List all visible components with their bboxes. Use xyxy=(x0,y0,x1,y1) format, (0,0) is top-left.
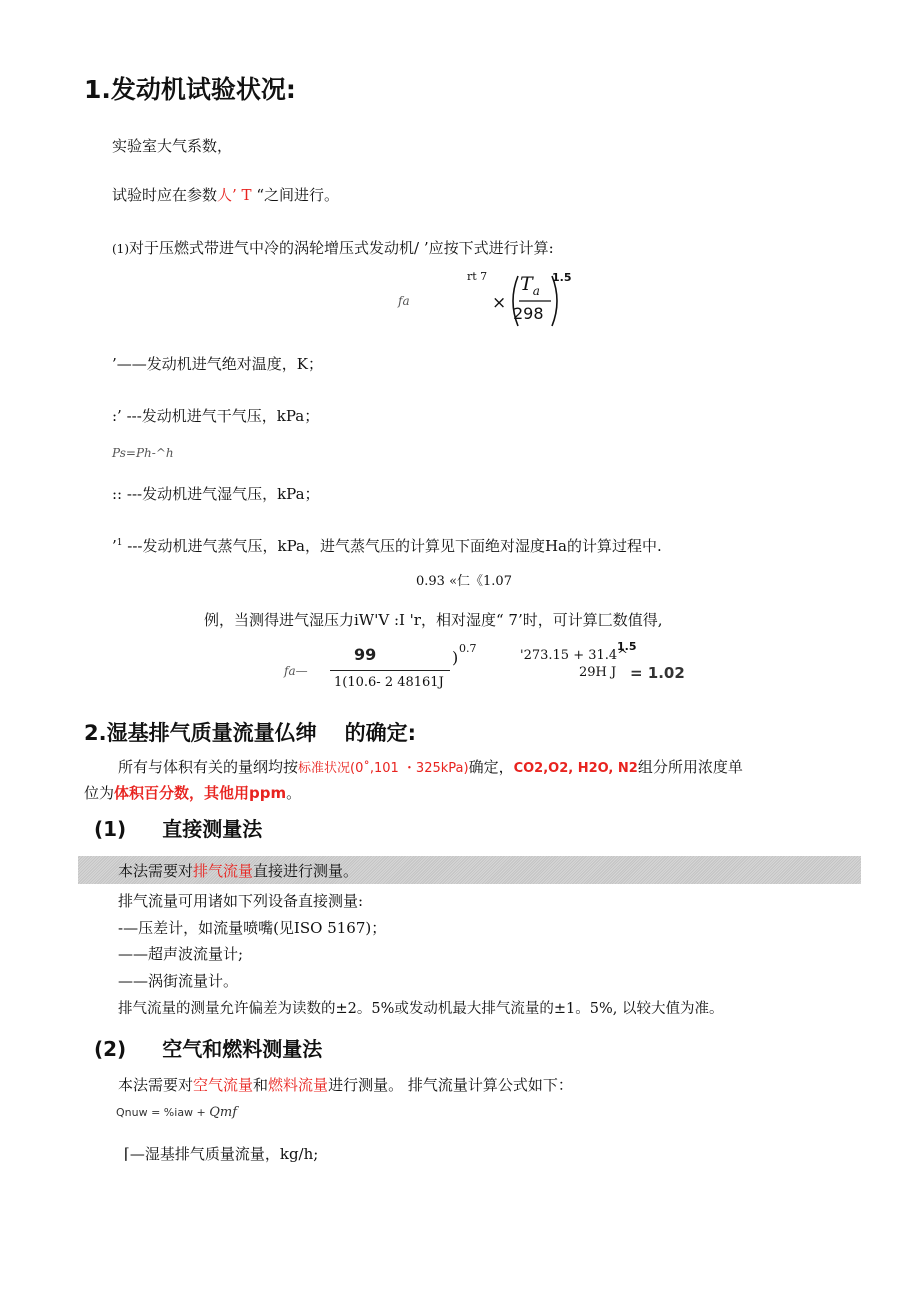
formula2-numerator: 99 xyxy=(354,645,377,664)
lab-atmosphere-line: 实验室大气系数， xyxy=(112,137,233,155)
formula1-numerator: $T_a$ xyxy=(520,273,540,298)
volume-percent-highlight: 体积百分数 xyxy=(114,784,190,802)
ppm-highlight: 其他用ppm xyxy=(204,784,287,802)
compression-ignition-line: (1)对于压燃式带进气中冷的涡轮增压式发动机/ ’应按下式进行计算: xyxy=(112,239,554,257)
exhaust-flow-formula: Qnuw = %iaw + Qmf xyxy=(116,1105,238,1120)
ps-formula: Ps=Ph-^h xyxy=(112,446,174,460)
example-line: 例，当测得进气湿压力iW'V :I 'r，相对湿度“ 7’时，可计算匚数值得, xyxy=(204,611,663,629)
direct-measurement-line: 本法需要对排气流量直接进行测量。 xyxy=(118,862,359,880)
standard-condition-highlight: 标准状况(0˚,101 ・325kPa) xyxy=(298,761,469,776)
definition-vapor-pressure: ’$^1$ ---发动机进气蒸气压，kPa，进气蒸气压的计算见下面绝对湿度Ha的计算过程中. xyxy=(112,537,662,555)
units-paragraph-line1: 所有与体积有关的量纲均按标准状况(0˚,101 ・325kPa)确定，CO2,O2, H2O, N2组分所用浓度单 xyxy=(118,758,743,776)
definition-intake-temperature: ’——发动机进气绝对温度，K； xyxy=(112,355,323,373)
formula2-fraction-bar xyxy=(330,670,450,671)
gas-components-highlight: CO2,O2, H2O, N2 xyxy=(513,761,638,776)
device-item-1: -—压差计，如流量喷嘴(见ISO 5167)； xyxy=(118,919,387,937)
subsection-1-heading: (1) 直接测量法 xyxy=(94,817,263,841)
section-1-title: 1.发动机试验状况: xyxy=(84,75,296,104)
formula2-paren: ) xyxy=(452,648,459,667)
formula1-lhs: fa xyxy=(398,294,410,308)
fa-range: 0.93 «仁《1.07 xyxy=(416,574,512,589)
tolerance-line: 排气流量的测量允许偏差为读数的±2。5%或发动机最大排气流量的±1。5%, 以较大值为准。 xyxy=(118,1001,724,1017)
formula1-denominator: 298 xyxy=(513,304,544,323)
subsection-2-heading: (2) 空气和燃料测量法 xyxy=(94,1037,323,1061)
formula1-sup-left: rt 7 xyxy=(467,270,488,283)
parameter-range-highlight: 人’ T xyxy=(217,186,252,204)
exhaust-flow-highlight: 排气流量 xyxy=(193,862,254,880)
units-paragraph-line2: 位为体积百分数，其他用ppm。 xyxy=(84,784,302,802)
formula2-exp1: 0.7 xyxy=(459,642,477,655)
air-fuel-paragraph: 本法需要对空气流量和燃料流量进行测量。 排气流量计算公式如下： xyxy=(118,1076,573,1094)
definition-wet-pressure: :: ---发动机进气湿气压，kPa； xyxy=(112,485,320,503)
formula2-right-top: '273.15 + 31.4^ xyxy=(520,648,629,663)
device-item-3: ——涡街流量计。 xyxy=(118,972,239,990)
formula2-right-bottom: 29H J xyxy=(579,665,617,680)
definition-dry-pressure: :’ ---发动机进气干气压，kPa； xyxy=(112,407,320,425)
device-item-2: ——超声波流量计; xyxy=(118,945,244,963)
test-condition-line: 试验时应在参数人’ T “之间进行。 xyxy=(112,186,339,204)
formula1-times: × xyxy=(492,293,507,313)
formula1-exponent: 1.5 xyxy=(552,271,572,284)
definition-wet-exhaust-flow: ⌈—湿基排气质量流量，kg/h; xyxy=(124,1145,319,1163)
formula2-right-exp: 1.5 xyxy=(617,640,637,653)
formula2-result: = 1.02 xyxy=(630,664,685,682)
formula2-lhs: fa— xyxy=(284,664,308,678)
formula2-denominator: 1(10.6- 2 48161J xyxy=(334,675,444,690)
air-flow-highlight: 空气流量 xyxy=(193,1076,254,1094)
section-2-title: 2.湿基排气质量流量仏绅 的确定: xyxy=(84,721,416,745)
fuel-flow-highlight: 燃料流量 xyxy=(268,1076,329,1094)
devices-intro: 排气流量可用诸如下列设备直接测量: xyxy=(118,892,364,910)
